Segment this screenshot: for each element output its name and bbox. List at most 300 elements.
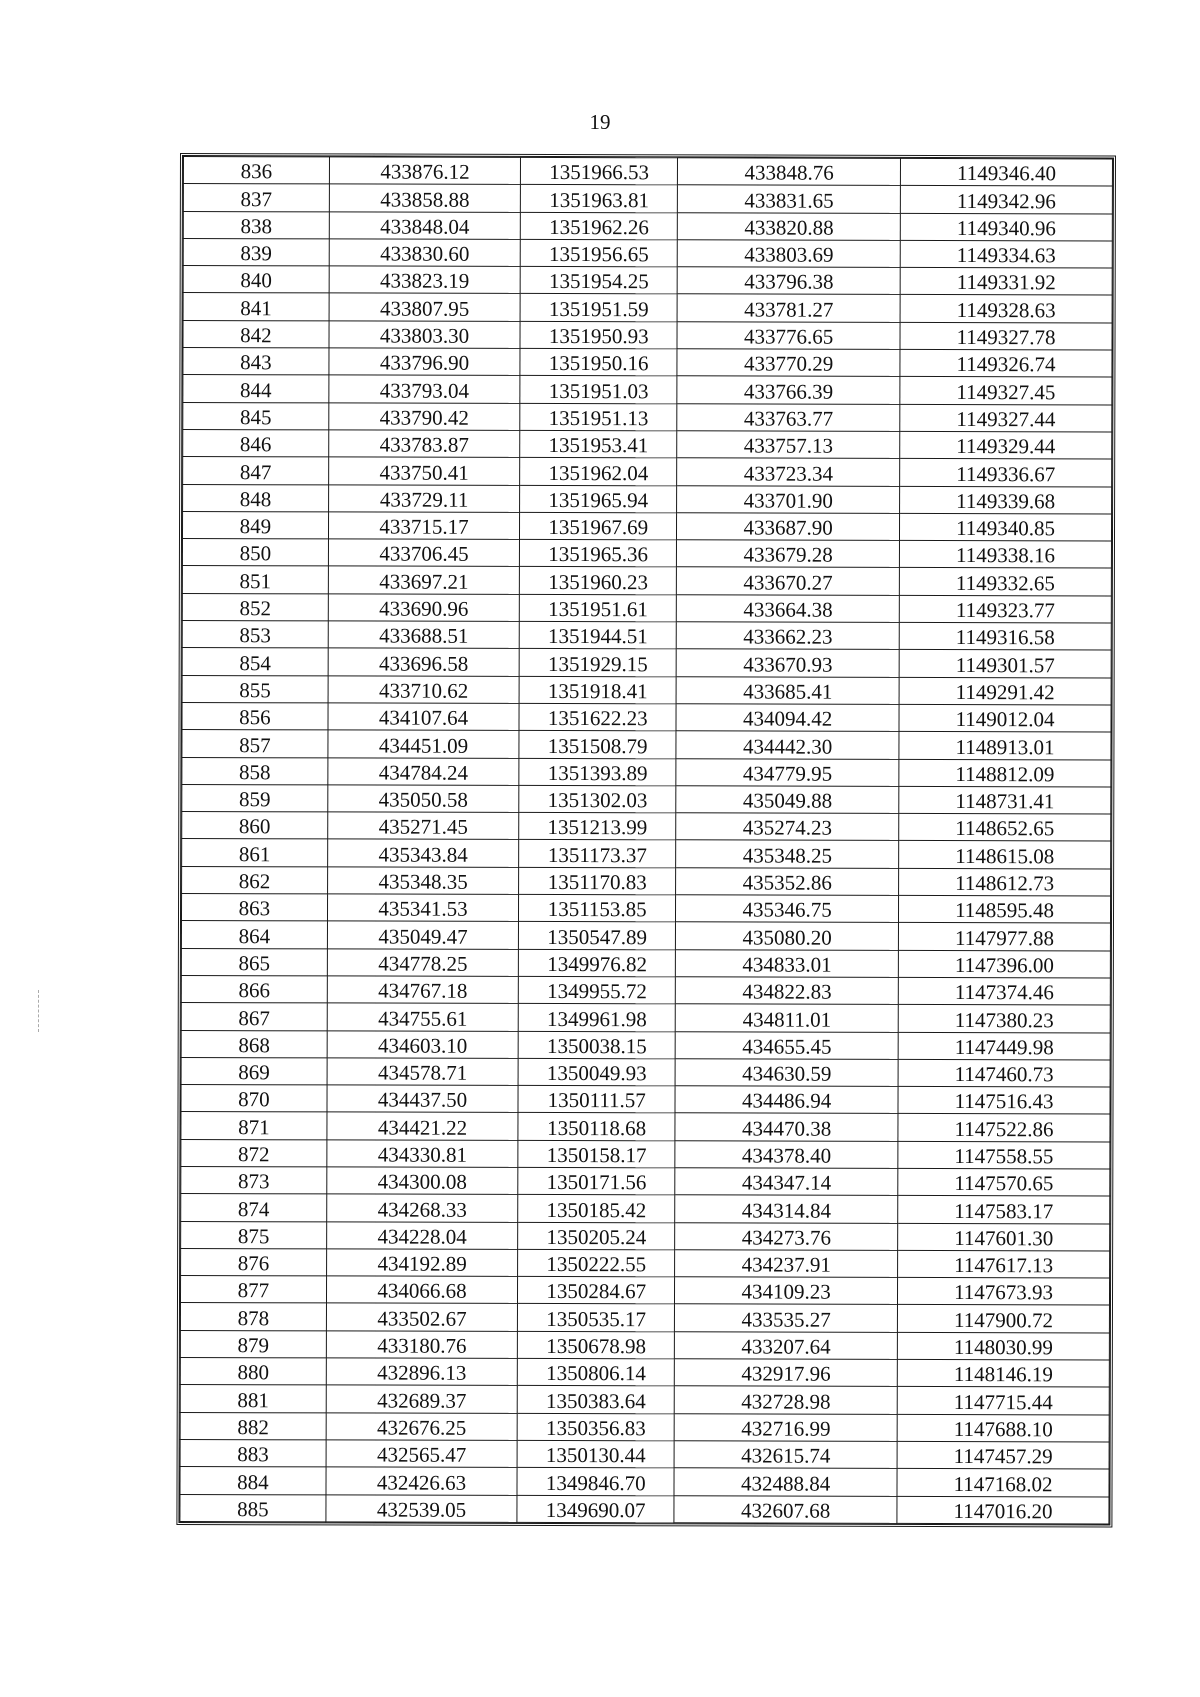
coord-y2-cell: 1148731.41 [899, 786, 1111, 814]
point-number-cell: 882 [180, 1412, 326, 1440]
coord-x1-cell: 434784.24 [328, 757, 519, 785]
coord-x2-cell: 433848.76 [678, 158, 901, 186]
coord-y1-cell: 1351622.23 [519, 703, 676, 731]
coord-x2-cell: 433820.88 [677, 212, 900, 240]
coord-y1-cell: 1351966.53 [521, 157, 678, 185]
point-number-cell: 838 [183, 211, 329, 239]
coord-y2-cell: 1149326.74 [900, 349, 1112, 377]
table-row [183, 211, 1112, 241]
coord-y1-cell: 1350158.17 [518, 1140, 675, 1168]
table-row [183, 184, 1112, 214]
coord-y2-cell: 1149316.58 [899, 622, 1111, 650]
point-number-cell: 873 [181, 1166, 327, 1194]
coord-x1-cell: 433729.11 [328, 484, 519, 512]
coord-y1-cell: 1350284.67 [518, 1277, 675, 1305]
coord-x1-cell: 434421.22 [327, 1112, 518, 1140]
coord-y1-cell: 1350185.42 [518, 1195, 675, 1223]
table-row [180, 1330, 1109, 1360]
coord-x2-cell: 433662.23 [676, 622, 899, 650]
coord-x1-cell: 432565.47 [326, 1440, 517, 1468]
coord-x2-cell: 434109.23 [675, 1277, 898, 1305]
coord-y2-cell: 1147673.93 [898, 1278, 1110, 1306]
coord-x1-cell: 434066.68 [326, 1276, 517, 1304]
point-number-cell: 842 [183, 320, 329, 348]
coord-y1-cell: 1351918.41 [519, 676, 676, 704]
coord-x1-cell: 434228.04 [326, 1221, 517, 1249]
point-number-cell: 869 [181, 1057, 327, 1085]
coord-y1-cell: 1350118.68 [518, 1113, 675, 1141]
point-number-cell: 841 [183, 293, 329, 321]
point-number-cell: 864 [181, 921, 327, 949]
coord-x1-cell: 432676.25 [326, 1413, 517, 1441]
coord-y1-cell: 1349955.72 [518, 976, 675, 1004]
table-row [180, 1494, 1109, 1524]
point-number-cell: 844 [183, 375, 329, 403]
coord-y1-cell: 1351967.69 [520, 512, 677, 540]
table-row [181, 921, 1110, 951]
point-number-cell: 866 [181, 975, 327, 1003]
table-row [180, 1467, 1109, 1497]
coord-x2-cell: 433679.28 [677, 540, 900, 568]
coord-y1-cell: 1351153.85 [519, 894, 676, 922]
coord-x1-cell: 433793.04 [329, 375, 520, 403]
coord-x2-cell: 435352.86 [676, 868, 899, 896]
coord-x1-cell: 434451.09 [328, 730, 519, 758]
coord-y2-cell: 1147374.46 [898, 977, 1110, 1005]
coord-y2-cell: 1149323.77 [899, 595, 1111, 623]
coord-y2-cell: 1149327.45 [900, 377, 1112, 405]
point-number-cell: 854 [182, 648, 328, 676]
coord-x2-cell: 434833.01 [676, 949, 899, 977]
coord-x1-cell: 433876.12 [329, 157, 520, 185]
coord-x1-cell: 435271.45 [328, 812, 519, 840]
coordinates-table-body [180, 157, 1113, 1524]
point-number-cell: 877 [180, 1276, 326, 1304]
coord-y2-cell: 1149328.63 [900, 295, 1112, 323]
coord-x2-cell: 435274.23 [676, 813, 899, 841]
point-number-cell: 839 [183, 238, 329, 266]
coord-x1-cell: 435049.47 [327, 921, 518, 949]
table-row [183, 348, 1112, 378]
point-number-cell: 881 [180, 1385, 326, 1413]
point-number-cell: 855 [182, 675, 328, 703]
table-row [181, 1085, 1110, 1115]
coord-y2-cell: 1147583.17 [898, 1196, 1110, 1224]
coord-x1-cell: 432426.63 [326, 1467, 517, 1495]
coord-x2-cell: 435080.20 [676, 922, 899, 950]
coord-x2-cell: 433796.38 [677, 267, 900, 295]
point-number-cell: 884 [180, 1467, 326, 1495]
point-number-cell: 846 [183, 429, 329, 457]
point-number-cell: 878 [180, 1303, 326, 1331]
coord-y1-cell: 1351951.03 [520, 376, 677, 404]
point-number-cell: 880 [180, 1358, 326, 1386]
coord-x2-cell: 434486.94 [675, 1086, 898, 1114]
coord-y2-cell: 1149327.44 [900, 404, 1112, 432]
table-row [180, 1439, 1109, 1469]
coord-x1-cell: 433690.96 [328, 594, 519, 622]
coord-x2-cell: 433723.34 [677, 458, 900, 486]
coord-y2-cell: 1147460.73 [898, 1059, 1110, 1087]
point-number-cell: 867 [181, 1003, 327, 1031]
coord-y2-cell: 1149332.65 [900, 568, 1112, 596]
coord-y1-cell: 1350205.24 [518, 1222, 675, 1250]
table-row [181, 1112, 1110, 1142]
table-row [183, 402, 1112, 432]
coord-y2-cell: 1148812.09 [899, 759, 1111, 787]
coord-y2-cell: 1149012.04 [899, 704, 1111, 732]
coord-y2-cell: 1149342.96 [901, 186, 1113, 214]
coord-y1-cell: 1351170.83 [519, 867, 676, 895]
coordinates-table [179, 156, 1113, 1524]
coord-x2-cell: 435348.25 [676, 840, 899, 868]
coord-x2-cell: 433670.27 [677, 567, 900, 595]
coord-x2-cell: 433831.65 [678, 185, 901, 213]
table-row [181, 894, 1110, 924]
coord-x2-cell: 433687.90 [677, 513, 900, 541]
coord-x2-cell: 434822.83 [675, 977, 898, 1005]
coord-y1-cell: 1349961.98 [518, 1004, 675, 1032]
coord-x1-cell: 433706.45 [328, 539, 519, 567]
table-row [181, 1166, 1110, 1196]
coord-y2-cell: 1147016.20 [897, 1496, 1109, 1524]
coord-y2-cell: 1147522.86 [898, 1114, 1110, 1142]
coord-y1-cell: 1350038.15 [518, 1031, 675, 1059]
table-row [182, 730, 1111, 760]
table-row [182, 784, 1111, 814]
table-row [183, 266, 1112, 296]
point-number-cell: 859 [182, 784, 328, 812]
coord-y1-cell: 1351960.23 [520, 567, 677, 595]
coord-y2-cell: 1149339.68 [900, 486, 1112, 514]
point-number-cell: 847 [183, 457, 329, 485]
coord-y2-cell: 1148652.65 [899, 814, 1111, 842]
coord-x2-cell: 433670.93 [676, 649, 899, 677]
coord-x1-cell: 433783.87 [329, 430, 520, 458]
point-number-cell: 874 [181, 1194, 327, 1222]
table-row [180, 1385, 1109, 1415]
table-row [180, 1358, 1109, 1388]
coord-x2-cell: 432728.98 [674, 1386, 897, 1414]
coord-x2-cell: 434655.45 [675, 1031, 898, 1059]
point-number-cell: 850 [182, 539, 328, 567]
table-row [180, 1276, 1109, 1306]
point-number-cell: 862 [182, 866, 328, 894]
coord-x2-cell: 434273.76 [675, 1222, 898, 1250]
point-number-cell: 858 [182, 757, 328, 785]
coord-y2-cell: 1149336.67 [900, 459, 1112, 487]
coord-y2-cell: 1147168.02 [897, 1469, 1109, 1497]
coord-x2-cell: 434779.95 [676, 758, 899, 786]
coord-y1-cell: 1351950.93 [520, 321, 677, 349]
point-number-cell: 872 [181, 1139, 327, 1167]
coord-x1-cell: 433830.60 [329, 239, 520, 267]
coord-y2-cell: 1148615.08 [899, 841, 1111, 869]
coord-x1-cell: 433180.76 [326, 1331, 517, 1359]
table-row [181, 1221, 1110, 1251]
coord-y1-cell: 1351965.94 [520, 485, 677, 513]
point-number-cell: 865 [181, 948, 327, 976]
coord-x2-cell: 433803.69 [677, 240, 900, 268]
coord-y2-cell: 1149301.57 [899, 650, 1111, 678]
coord-y1-cell: 1350356.83 [517, 1413, 674, 1441]
point-number-cell: 861 [182, 839, 328, 867]
table-row [182, 839, 1111, 869]
point-number-cell: 860 [182, 812, 328, 840]
coord-x1-cell: 434603.10 [327, 1030, 518, 1058]
coord-y1-cell: 1351954.25 [520, 267, 677, 295]
coord-y2-cell: 1149329.44 [900, 431, 1112, 459]
point-number-cell: 837 [183, 184, 329, 212]
coord-x1-cell: 433807.95 [329, 293, 520, 321]
table-row [182, 621, 1111, 651]
coord-x2-cell: 433207.64 [675, 1332, 898, 1360]
coord-x1-cell: 433790.42 [329, 403, 520, 431]
table-row [182, 539, 1111, 569]
coord-x2-cell: 435049.88 [676, 786, 899, 814]
coord-x1-cell: 433696.58 [328, 648, 519, 676]
coord-y1-cell: 1351962.04 [520, 458, 677, 486]
coord-y2-cell: 1147601.30 [898, 1223, 1110, 1251]
table-row [181, 1248, 1110, 1278]
coord-x1-cell: 434437.50 [327, 1085, 518, 1113]
coord-x2-cell: 432488.84 [674, 1468, 897, 1496]
table-row [183, 457, 1112, 487]
coordinates-table-frame [176, 153, 1116, 1527]
coord-x2-cell: 434347.14 [675, 1168, 898, 1196]
coord-y1-cell: 1349976.82 [519, 949, 676, 977]
coord-y1-cell: 1351956.65 [520, 239, 677, 267]
coord-y1-cell: 1351213.99 [519, 813, 676, 841]
point-number-cell: 863 [181, 894, 327, 922]
coord-x1-cell: 434330.81 [327, 1140, 518, 1168]
point-number-cell: 875 [181, 1221, 327, 1249]
coord-y1-cell: 1351953.41 [520, 430, 677, 458]
coord-y2-cell: 1148612.73 [899, 868, 1111, 896]
coord-y2-cell: 1147457.29 [897, 1441, 1109, 1469]
coord-x1-cell: 432689.37 [326, 1385, 517, 1413]
point-number-cell: 879 [180, 1330, 326, 1358]
coord-x2-cell: 434314.84 [675, 1195, 898, 1223]
coord-y1-cell: 1351173.37 [519, 840, 676, 868]
coord-x1-cell: 434578.71 [327, 1058, 518, 1086]
coord-y1-cell: 1351929.15 [519, 649, 676, 677]
coord-x1-cell: 432896.13 [326, 1358, 517, 1386]
coord-x2-cell: 434811.01 [675, 1004, 898, 1032]
coord-y2-cell: 1149334.63 [900, 240, 1112, 268]
point-number-cell: 853 [182, 621, 328, 649]
coord-x2-cell: 434442.30 [676, 731, 899, 759]
point-number-cell: 868 [181, 1030, 327, 1058]
coord-y1-cell: 1350171.56 [518, 1167, 675, 1195]
coord-x1-cell: 435341.53 [327, 894, 518, 922]
coord-x1-cell: 435348.35 [327, 867, 518, 895]
coord-y1-cell: 1350806.14 [517, 1358, 674, 1386]
point-number-cell: 883 [180, 1439, 326, 1467]
table-row [181, 1194, 1110, 1224]
coord-x1-cell: 433823.19 [329, 266, 520, 294]
table-row [182, 812, 1111, 842]
coord-y1-cell: 1350222.55 [518, 1249, 675, 1277]
coord-x1-cell: 434300.08 [327, 1167, 518, 1195]
coord-y1-cell: 1351951.13 [520, 403, 677, 431]
table-row [183, 238, 1112, 268]
coord-y1-cell: 1351962.26 [520, 212, 677, 240]
coord-y1-cell: 1350130.44 [517, 1440, 674, 1468]
coord-y1-cell: 1351963.81 [521, 185, 678, 213]
coord-y2-cell: 1147449.98 [898, 1032, 1110, 1060]
coord-x2-cell: 432607.68 [674, 1495, 897, 1523]
coord-y2-cell: 1147516.43 [898, 1086, 1110, 1114]
coord-x2-cell: 432716.99 [674, 1413, 897, 1441]
coord-y2-cell: 1147688.10 [897, 1414, 1109, 1442]
table-row [182, 593, 1111, 623]
coord-x2-cell: 435346.75 [676, 895, 899, 923]
table-row [181, 1003, 1110, 1033]
coord-y2-cell: 1149340.85 [900, 513, 1112, 541]
table-row [183, 484, 1112, 514]
table-row [182, 566, 1111, 596]
coord-y2-cell: 1149340.96 [900, 213, 1112, 241]
coord-y2-cell: 1148913.01 [899, 732, 1111, 760]
coord-x1-cell: 434268.33 [327, 1194, 518, 1222]
coord-y2-cell: 1147380.23 [898, 1005, 1110, 1033]
table-row [182, 648, 1111, 678]
table-row [181, 1057, 1110, 1087]
point-number-cell: 876 [181, 1248, 327, 1276]
coord-y1-cell: 1350383.64 [517, 1386, 674, 1414]
point-number-cell: 836 [183, 157, 329, 185]
coord-x2-cell: 434094.42 [676, 704, 899, 732]
coord-x1-cell: 434767.18 [327, 976, 518, 1004]
coord-x2-cell: 434470.38 [675, 1113, 898, 1141]
coord-y1-cell: 1349690.07 [517, 1495, 674, 1523]
page-number: 19 [589, 110, 611, 134]
coord-y2-cell: 1148146.19 [897, 1359, 1109, 1387]
coord-y2-cell: 1149338.16 [900, 541, 1112, 569]
coord-x1-cell: 434778.25 [327, 948, 518, 976]
coord-x2-cell: 432615.74 [674, 1441, 897, 1469]
coord-x1-cell: 433710.62 [328, 676, 519, 704]
coord-y1-cell: 1349846.70 [517, 1468, 674, 1496]
table-row [183, 375, 1112, 405]
table-row [182, 675, 1111, 705]
coord-y1-cell: 1351302.03 [519, 785, 676, 813]
scan-artifact [38, 990, 42, 1032]
coord-x2-cell: 434630.59 [675, 1059, 898, 1087]
coord-x1-cell: 433688.51 [328, 621, 519, 649]
coord-y2-cell: 1147715.44 [897, 1387, 1109, 1415]
point-number-cell: 848 [183, 484, 329, 512]
table-row [180, 1303, 1109, 1333]
coord-x1-cell: 433715.17 [328, 512, 519, 540]
coord-x2-cell: 433701.90 [677, 485, 900, 513]
point-number-cell: 840 [183, 266, 329, 294]
coord-y1-cell: 1351951.61 [519, 594, 676, 622]
point-number-cell: 870 [181, 1085, 327, 1113]
coord-y1-cell: 1350678.98 [518, 1331, 675, 1359]
coord-y2-cell: 1147558.55 [898, 1141, 1110, 1169]
coord-y1-cell: 1350547.89 [519, 922, 676, 950]
coord-x1-cell: 433697.21 [328, 566, 519, 594]
coord-x2-cell: 433757.13 [677, 431, 900, 459]
coord-y1-cell: 1351951.59 [520, 294, 677, 322]
table-row [183, 320, 1112, 350]
coord-x2-cell: 433664.38 [676, 595, 899, 623]
point-number-cell: 852 [182, 593, 328, 621]
coord-x1-cell: 434755.61 [327, 1003, 518, 1031]
point-number-cell: 843 [183, 348, 329, 376]
coord-y1-cell: 1350535.17 [518, 1304, 675, 1332]
coord-y2-cell: 1147396.00 [899, 950, 1111, 978]
table-row [183, 157, 1112, 187]
table-row [182, 511, 1111, 541]
coord-x2-cell: 433763.77 [677, 403, 900, 431]
point-number-cell: 857 [182, 730, 328, 758]
coord-y2-cell: 1147570.65 [898, 1168, 1110, 1196]
coord-x2-cell: 433770.29 [677, 349, 900, 377]
table-row [180, 1412, 1109, 1442]
table-row [182, 757, 1111, 787]
table-row [183, 429, 1112, 459]
coord-x2-cell: 433685.41 [676, 676, 899, 704]
coord-x2-cell: 433781.27 [677, 294, 900, 322]
coord-x1-cell: 433803.30 [329, 321, 520, 349]
table-row [182, 866, 1111, 896]
table-row [181, 1139, 1110, 1169]
coord-x1-cell: 434107.64 [328, 703, 519, 731]
coord-y2-cell: 1147977.88 [899, 923, 1111, 951]
coord-x2-cell: 433776.65 [677, 322, 900, 350]
coord-x2-cell: 433535.27 [675, 1304, 898, 1332]
coord-x2-cell: 434237.91 [675, 1250, 898, 1278]
coord-y2-cell: 1149346.40 [901, 158, 1113, 186]
coord-x1-cell: 433796.90 [329, 348, 520, 376]
coord-y2-cell: 1147617.13 [898, 1250, 1110, 1278]
coord-y2-cell: 1149327.78 [900, 322, 1112, 350]
coord-y1-cell: 1351965.36 [520, 540, 677, 568]
table-row [181, 975, 1110, 1005]
coord-y1-cell: 1350049.93 [518, 1058, 675, 1086]
coord-x1-cell: 433750.41 [328, 457, 519, 485]
table-row [181, 948, 1110, 978]
table-row [183, 293, 1112, 323]
point-number-cell: 885 [180, 1494, 326, 1522]
coord-x1-cell: 433502.67 [326, 1303, 517, 1331]
coord-x2-cell: 432917.96 [674, 1359, 897, 1387]
coord-y2-cell: 1149291.42 [899, 677, 1111, 705]
coord-y2-cell: 1148595.48 [899, 895, 1111, 923]
coord-x1-cell: 434192.89 [326, 1249, 517, 1277]
point-number-cell: 851 [182, 566, 328, 594]
point-number-cell: 845 [183, 402, 329, 430]
coord-y1-cell: 1351944.51 [519, 621, 676, 649]
coord-y1-cell: 1350111.57 [518, 1085, 675, 1113]
coord-y1-cell: 1351508.79 [519, 731, 676, 759]
coord-x1-cell: 433848.04 [329, 211, 520, 239]
coord-x1-cell: 435343.84 [327, 839, 518, 867]
coord-x1-cell: 433858.88 [329, 184, 520, 212]
coord-x2-cell: 433766.39 [677, 376, 900, 404]
coord-y2-cell: 1149331.92 [900, 268, 1112, 296]
point-number-cell: 871 [181, 1112, 327, 1140]
coord-y1-cell: 1351950.16 [520, 348, 677, 376]
table-row [181, 1030, 1110, 1060]
coord-x2-cell: 434378.40 [675, 1140, 898, 1168]
coord-x1-cell: 435050.58 [328, 785, 519, 813]
table-row [182, 702, 1111, 732]
coord-y2-cell: 1147900.72 [898, 1305, 1110, 1333]
